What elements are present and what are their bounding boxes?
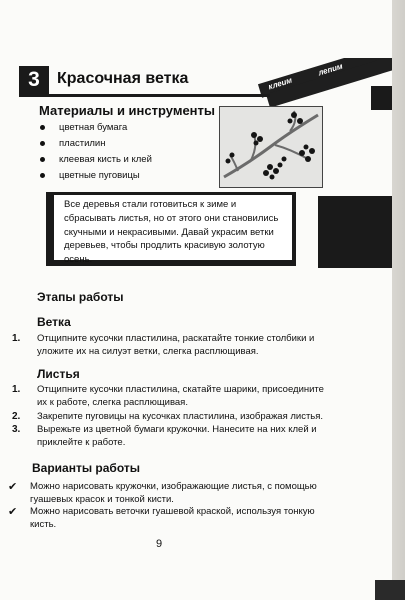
decorative-panel [318, 196, 392, 268]
checkmark-icon: ✔ [8, 506, 18, 518]
corner-shadow [375, 580, 405, 600]
list-item: клеевая кисть и клей [39, 154, 152, 170]
variants-title: Варианты работы [32, 461, 140, 475]
header-stripes [200, 58, 400, 108]
decorative-block [371, 86, 392, 110]
branch-title: Ветка [37, 315, 71, 329]
leaves-title: Листья [37, 367, 80, 381]
list-item: цветная бумага [39, 122, 152, 138]
list-item: пластилин [39, 138, 152, 154]
leaves-step: 2. Закрепите пуговицы на кусочках пластилина, изображая листья. [12, 411, 324, 422]
bullet-icon [40, 173, 45, 178]
tag-glue: клеим [267, 75, 294, 92]
leaves-step: 3. Вырежьте из цветной бумаги кружочки. Нанесите на них клей и приклейте к работе. [12, 424, 317, 448]
branch-step: 1. Отщипните кусочки пластилина, раскатайте тонкие столбики и уложите их на силуэт ветки, слегка расплющивая. [12, 333, 315, 357]
tag-sculpt: лепим [317, 61, 344, 78]
list-item: цветные пуговицы [39, 170, 152, 186]
checkmark-icon: ✔ [8, 481, 18, 493]
lesson-title: Красочная ветка [57, 70, 189, 87]
bullet-icon [40, 157, 45, 162]
materials-title: Материалы и инструменты [39, 103, 215, 118]
page-number: 9 [156, 538, 163, 550]
story-text: Все деревья стали готовиться к зиме и сбрасывать листья, но от этого они становились скучными и некрасивыми. Давай украсим ветки деревьев, чтобы продлить красивую золотую осень. [54, 195, 292, 260]
page-edge [392, 0, 405, 600]
variant-item: ✔ Можно нарисовать кружочки, изображающие листья, с помощью гуашевых красок и тонкой кисти. [8, 481, 317, 505]
variant-item: ✔ Можно нарисовать веточки гуашевой краской, используя тонкую кисть. [8, 506, 315, 530]
bullet-icon [40, 125, 45, 130]
header-rule [19, 94, 270, 97]
bullet-icon [40, 141, 45, 146]
leaves-step: 1. Отщипните кусочки пластилина, скатайте шарики, присоедините их к работе, слегка расплющивая. [12, 384, 324, 408]
stages-title: Этапы работы [37, 290, 124, 304]
branch-illustration [219, 106, 323, 188]
materials-list [39, 122, 152, 186]
lesson-number: 3 [19, 66, 49, 94]
